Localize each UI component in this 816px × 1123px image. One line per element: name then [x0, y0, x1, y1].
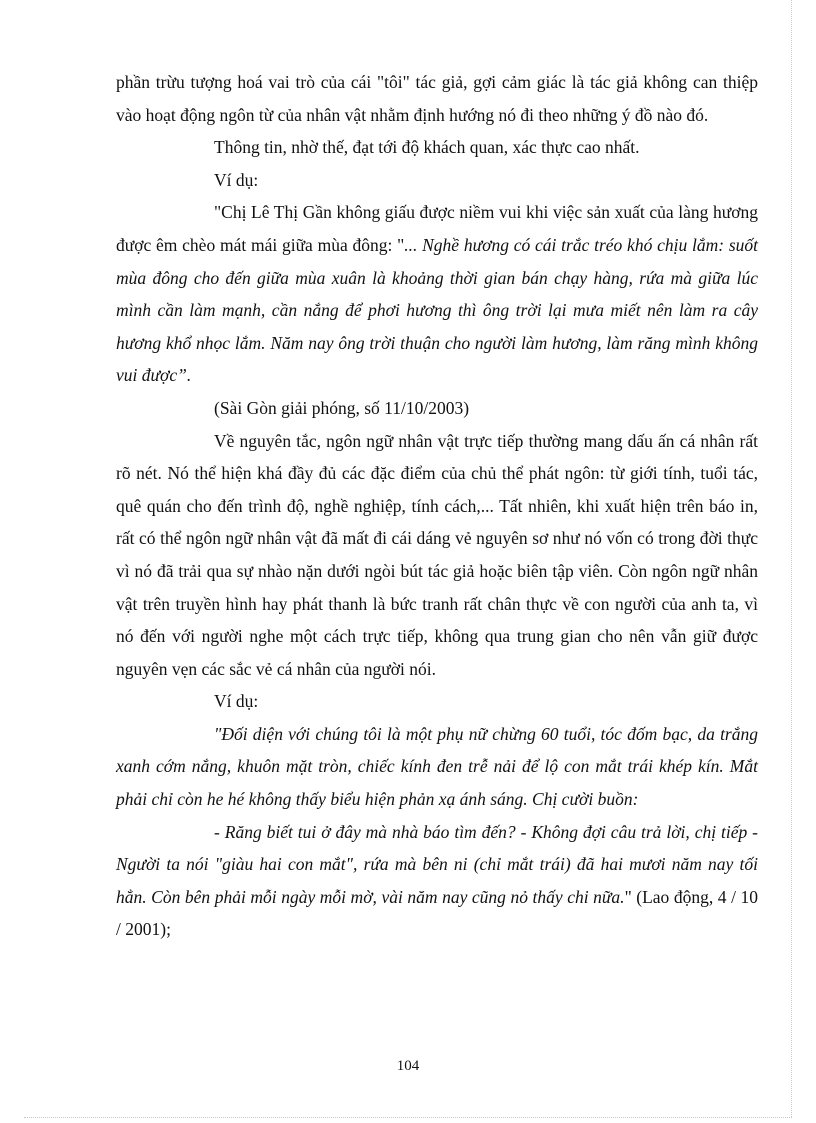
quote-speech-italic: ... Nghề hương có cái trắc tréo khó chịu lắm: suốt mùa đông cho đến giữa mùa xuân là khoảng thời gian bán chạy hàng, rứa mà giữa lúc mình cần làm mạnh, cần nắng để phơi hương thì ông trời lại mưa miết nên làm ra cây hương khổ nhọc lắm. Năm nay ông trời thuận cho người làm hương, làm răng mình không vui được”.	[116, 234, 758, 386]
citation-sai-gon-giai-phong: (Sài Gòn giải phóng, số 11/10/2003)	[214, 397, 470, 418]
page-border-bottom	[24, 1117, 792, 1118]
paragraph-principle: Về nguyên tắc, ngôn ngữ nhân vật trực tiếp thường mang dấu ấn cá nhân rất rõ nét. Nó thể hiện khá đầy đủ các đặc điểm của chủ thể phát ngôn: từ giới tính, tuổi tác, quê quán cho đến trình độ, nghề nghiệp, tính cách,... Tất nhiên, khi xuất hiện trên báo in, rất có thể ngôn ngữ nhân vật đã mất đi cái dáng vẻ nguyên sơ như nó vốn có trong đời thực vì nó đã trải qua sự nhào nặn dưới ngòi bút tác giả hoặc biên tập viên. Còn ngôn ngữ nhân vật trên truyền hình hay phát thanh là bức tranh rất chân thực về con người của anh ta, vì nó đến với người nghe một cách trực tiếp, không qua trung gian cho nên vẫn giữ được nguyên vẹn các sắc vẻ cá nhân của người nói.	[116, 430, 758, 679]
paragraph-information: Thông tin, nhờ thế, đạt tới độ khách quan, xác thực cao nhất.	[214, 137, 640, 158]
quote-paragraph-incense	[116, 196, 758, 392]
quote-intro: "Chị Lê Thị Gần không giấu được niềm vui khi việc sản xuất của làng hương được êm chèo mát mái giữa mùa đông: "	[116, 202, 758, 255]
citation-lao-dong: " (Lao động, 4 / 10 / 2001);	[116, 886, 758, 940]
dialogue-dash: -	[214, 821, 225, 842]
example-label: Ví dụ:	[214, 169, 259, 190]
dialogue-speech-italic: Răng biết tui ở đây mà nhà báo tìm đến? - Không đợi câu trả lời, chị tiếp - Người ta nói "giàu hai con mắt", rứa mà bên ni (chỉ mắt trái) đã hai mươi năm nay tối hẳn. Còn bên phải mỗi ngày mỗi mờ, vài năm nay cũng nỏ thấy chi nữa.	[116, 821, 759, 907]
paragraph-continuation: phần trừu tượng hoá vai trò của cái "tôi" tác giả, gợi cảm giác là tác giả không can thiệp vào hoạt động ngôn từ của nhân vật nhằm định hướng nó đi theo những ý đồ nào đó.	[116, 72, 758, 125]
page-border-right	[791, 0, 792, 1117]
page-number: 104	[396, 1058, 420, 1074]
quote-dialogue	[116, 816, 758, 946]
document-body	[116, 66, 758, 946]
quote-paragraph-woman: "Đối diện với chúng tôi là một phụ nữ chừng 60 tuổi, tóc đốm bạc, da trắng xanh cớm nắng, khuôn mặt tròn, chiếc kính đen trễ nải để lộ con mắt trái khép kín. Mắt phải chỉ còn he hé không thấy biểu hiện phản xạ ánh sáng. Chị cười buồn:	[116, 723, 758, 810]
example-label-2: Ví dụ:	[214, 691, 259, 712]
